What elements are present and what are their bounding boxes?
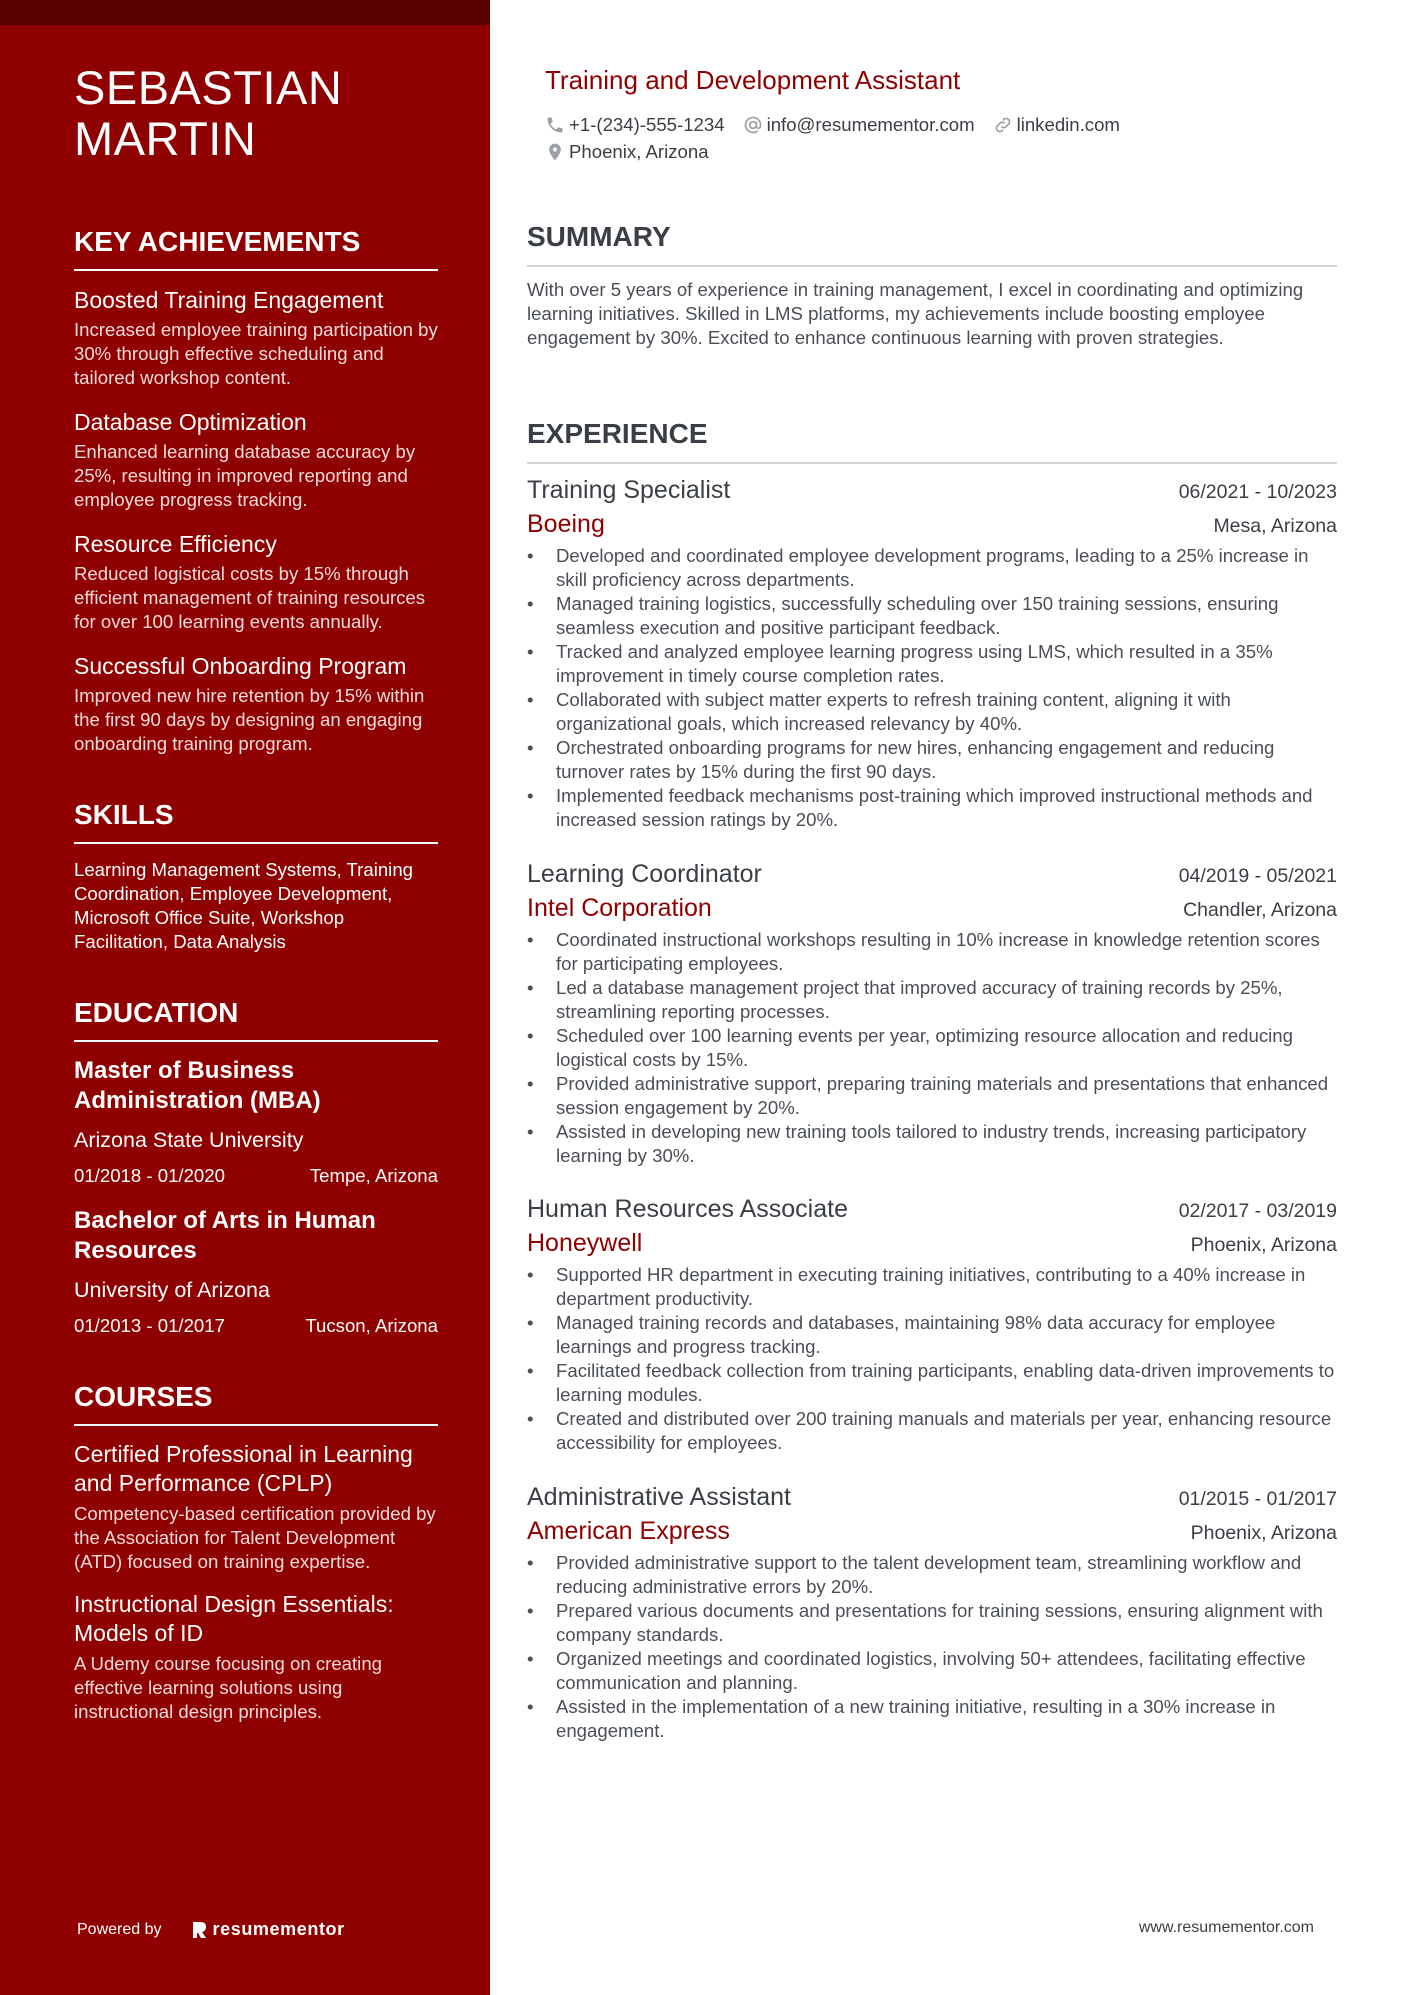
experience-dates: 04/2019 - 05/2021 [1178, 865, 1337, 887]
education-item [74, 1206, 438, 1338]
experience-dates: 06/2021 - 10/2023 [1178, 481, 1337, 503]
bullet-item: • Managed training records and databases, maintaining 98% data accuracy for employee learnings and progress tracking. [527, 1311, 1337, 1359]
education-degree: Bachelor of Arts in Human Resources [74, 1207, 376, 1264]
bullet-item: • Supported HR department in executing training initiatives, contributing to a 40% increase in department productivity. [527, 1263, 1337, 1311]
bullet-item: • Developed and coordinated employee development programs, leading to a 25% increase in skill proficiency across departments. [527, 544, 1337, 592]
achievement-title: Database Optimization [74, 409, 307, 435]
experience-role: Training Specialist [527, 476, 731, 504]
phone-icon [545, 115, 565, 135]
contact-linkedin[interactable] [993, 112, 1120, 138]
experience-header [527, 1481, 1337, 1515]
education-school: Arizona State University [74, 1128, 304, 1152]
skills-text: Learning Management Systems, Training Coordination, Employee Development, Microsoft Office Suite, Workshop Facilitation, Data Analysis [74, 859, 413, 952]
sidebar-content [74, 62, 438, 1740]
candidate-name [74, 62, 438, 164]
education-item [74, 1056, 438, 1188]
experience-location: Mesa, Arizona [1213, 515, 1337, 537]
course-item [74, 1590, 438, 1724]
experience-role: Human Resources Associate [527, 1195, 848, 1223]
experience-header [527, 1193, 1337, 1227]
sidebar [0, 0, 490, 1995]
contact-row [545, 112, 1325, 138]
experience-subheader [527, 1227, 1337, 1261]
achievement-desc: Reduced logistical costs by 15% through efficient management of training resources for over 100 learning events annually. [74, 563, 426, 632]
bullet-item: • Prepared various documents and presentations for training sessions, ensuring alignment with company standards. [527, 1599, 1337, 1647]
contact-info [545, 112, 1325, 166]
experience-heading: EXPERIENCE [527, 417, 1337, 464]
brand-mark-icon [192, 1921, 207, 1939]
bullet-item: • Orchestrated onboarding programs for new hires, enhancing engagement and reducing turnover rates by 15% during the first 90 days. [527, 736, 1337, 784]
achievement-desc: Increased employee training participation by 30% through effective scheduling and tailored workshop content. [74, 319, 438, 388]
experience-location: Chandler, Arizona [1183, 899, 1337, 921]
phone-text: +1-(234)-555-1234 [569, 114, 725, 135]
contact-phone[interactable] [545, 112, 725, 138]
experience-item [527, 858, 1337, 1168]
experience-header [527, 474, 1337, 508]
experience-dates: 01/2015 - 01/2017 [1178, 1488, 1337, 1510]
powered-by [77, 1919, 345, 1940]
bullet-item: • Managed training logistics, successfully scheduling over 150 training sessions, ensuring seamless execution and positive participant feedback. [527, 592, 1337, 640]
at-icon [743, 115, 763, 135]
achievement-desc: Improved new hire retention by 15% within the first 90 days by designing an engaging onboarding training program. [74, 685, 425, 754]
bullet-item: • Coordinated instructional workshops resulting in 10% increase in knowledge retention scores for participating employees. [527, 928, 1337, 976]
education-dates: 01/2018 - 01/2020 [74, 1165, 225, 1186]
brand-name: resumementor [212, 1919, 345, 1939]
contact-location [545, 139, 709, 165]
experience-company: American Express [527, 1517, 730, 1545]
footer-url[interactable]: www.resumementor.com [1138, 1919, 1314, 1936]
bullet-item: • Organized meetings and coordinated logistics, involving 50+ attendees, facilitating effective communication and planning. [527, 1647, 1337, 1695]
experience-location: Phoenix, Arizona [1190, 1522, 1337, 1544]
bullet-item: • Assisted in the implementation of a new training initiative, resulting in a 30% increase in engagement. [527, 1695, 1337, 1743]
bullet-item: • Provided administrative support to the talent development team, streamlining workflow and reducing administrative errors by 20%. [527, 1551, 1337, 1599]
contact-row [545, 139, 1325, 165]
job-title: Training and Development Assistant [545, 65, 961, 95]
education-meta [74, 1164, 438, 1188]
name-line-last: MARTIN [74, 112, 257, 165]
experience-subheader [527, 508, 1337, 542]
courses-heading: COURSES [74, 1380, 438, 1426]
education-location: Tempe, Arizona [309, 1165, 438, 1186]
achievement-item [74, 651, 438, 756]
achievement-title: Successful Onboarding Program [74, 653, 407, 679]
education-location: Tucson, Arizona [305, 1315, 438, 1336]
experience-location: Phoenix, Arizona [1190, 1234, 1337, 1256]
powered-by-label: Powered by [77, 1920, 162, 1938]
experience-company: Intel Corporation [527, 894, 712, 922]
bullet-item: • Created and distributed over 200 training manuals and materials per year, enhancing resource accessibility for employees. [527, 1407, 1337, 1455]
bullet-item: • Led a database management project that improved accuracy of training records by 25%, streamlining reporting processes. [527, 976, 1337, 1024]
skills-heading: SKILLS [74, 798, 438, 844]
experience-item [527, 474, 1337, 832]
course-title: Instructional Design Essentials: Models of ID [74, 1591, 394, 1646]
experience-dates: 02/2017 - 03/2019 [1178, 1200, 1337, 1222]
brand-logo[interactable] [192, 1919, 345, 1940]
achievement-item [74, 529, 438, 634]
education-dates: 01/2013 - 01/2017 [74, 1315, 225, 1336]
course-title: Certified Professional in Learning and Performance (CPLP) [74, 1441, 413, 1496]
experience-role: Administrative Assistant [527, 1483, 791, 1511]
experience-company: Honeywell [527, 1229, 643, 1257]
achievements-heading: KEY ACHIEVEMENTS [74, 225, 438, 271]
education-meta [74, 1314, 438, 1338]
course-item [74, 1440, 438, 1574]
experience-company: Boeing [527, 510, 605, 538]
summary-heading: SUMMARY [527, 220, 1337, 267]
bullet-item: • Implemented feedback mechanisms post-training which improved instructional methods and increased session ratings by 20%. [527, 784, 1337, 832]
courses-list [74, 1440, 438, 1724]
achievement-item [74, 285, 438, 390]
experience-subheader [527, 892, 1337, 926]
achievements-list [74, 285, 438, 756]
email-text: info@resumementor.com [766, 114, 975, 135]
achievement-item [74, 407, 438, 512]
course-desc: A Udemy course focusing on creating effective learning solutions using instructional design principles. [74, 1653, 382, 1722]
education-list [74, 1056, 438, 1338]
experience-bullets [527, 928, 1337, 1168]
location-pin-icon [545, 142, 565, 162]
achievement-desc: Enhanced learning database accuracy by 25%, resulting in improved reporting and employee progress tracking. [74, 441, 416, 510]
bullet-item: • Tracked and analyzed employee learning progress using LMS, which resulted in a 35% improvement in timely course completion rates. [527, 640, 1337, 688]
linkedin-text: linkedin.com [1016, 114, 1120, 135]
summary-text: With over 5 years of experience in training management, I excel in coordinating and optimizing learning initiatives. Skilled in LMS platforms, my achievements include boosting employee engagement by 30%. Excited to enhance continuous learning with proven strategies. [527, 279, 1304, 348]
bullet-item: • Assisted in developing new training tools tailored to industry trends, increasing participatory learning by 30%. [527, 1120, 1337, 1168]
link-icon [993, 115, 1013, 135]
achievement-title: Boosted Training Engagement [74, 287, 384, 313]
experience-item [527, 1481, 1337, 1743]
education-heading: EDUCATION [74, 996, 438, 1042]
contact-email[interactable] [743, 112, 975, 138]
experience-header [527, 858, 1337, 892]
experience-role: Learning Coordinator [527, 860, 762, 888]
bullet-item: • Collaborated with subject matter experts to refresh training content, aligning it with organizational goals, which increased relevancy by 40%. [527, 688, 1337, 736]
course-desc: Competency-based certification provided by the Association for Talent Development (ATD) focused on training expertise. [74, 1503, 436, 1572]
bullet-item: • Provided administrative support, preparing training materials and presentations that enhanced session engagement by 20%. [527, 1072, 1337, 1120]
experience-bullets [527, 1263, 1337, 1455]
achievement-title: Resource Efficiency [74, 531, 277, 557]
experience-bullets [527, 544, 1337, 832]
experience-item [527, 1193, 1337, 1455]
education-school: University of Arizona [74, 1278, 270, 1302]
location-text: Phoenix, Arizona [569, 141, 709, 162]
name-line-first: SEBASTIAN [74, 61, 343, 114]
experience-subheader [527, 1515, 1337, 1549]
bullet-item: • Facilitated feedback collection from training participants, enabling data-driven improvements to learning modules. [527, 1359, 1337, 1407]
experience-bullets [527, 1551, 1337, 1743]
education-degree: Master of Business Administration (MBA) [74, 1057, 321, 1114]
bullet-item: • Scheduled over 100 learning events per year, optimizing resource allocation and reducing logistical costs by 15%. [527, 1024, 1337, 1072]
sidebar-top-bar [0, 0, 490, 25]
